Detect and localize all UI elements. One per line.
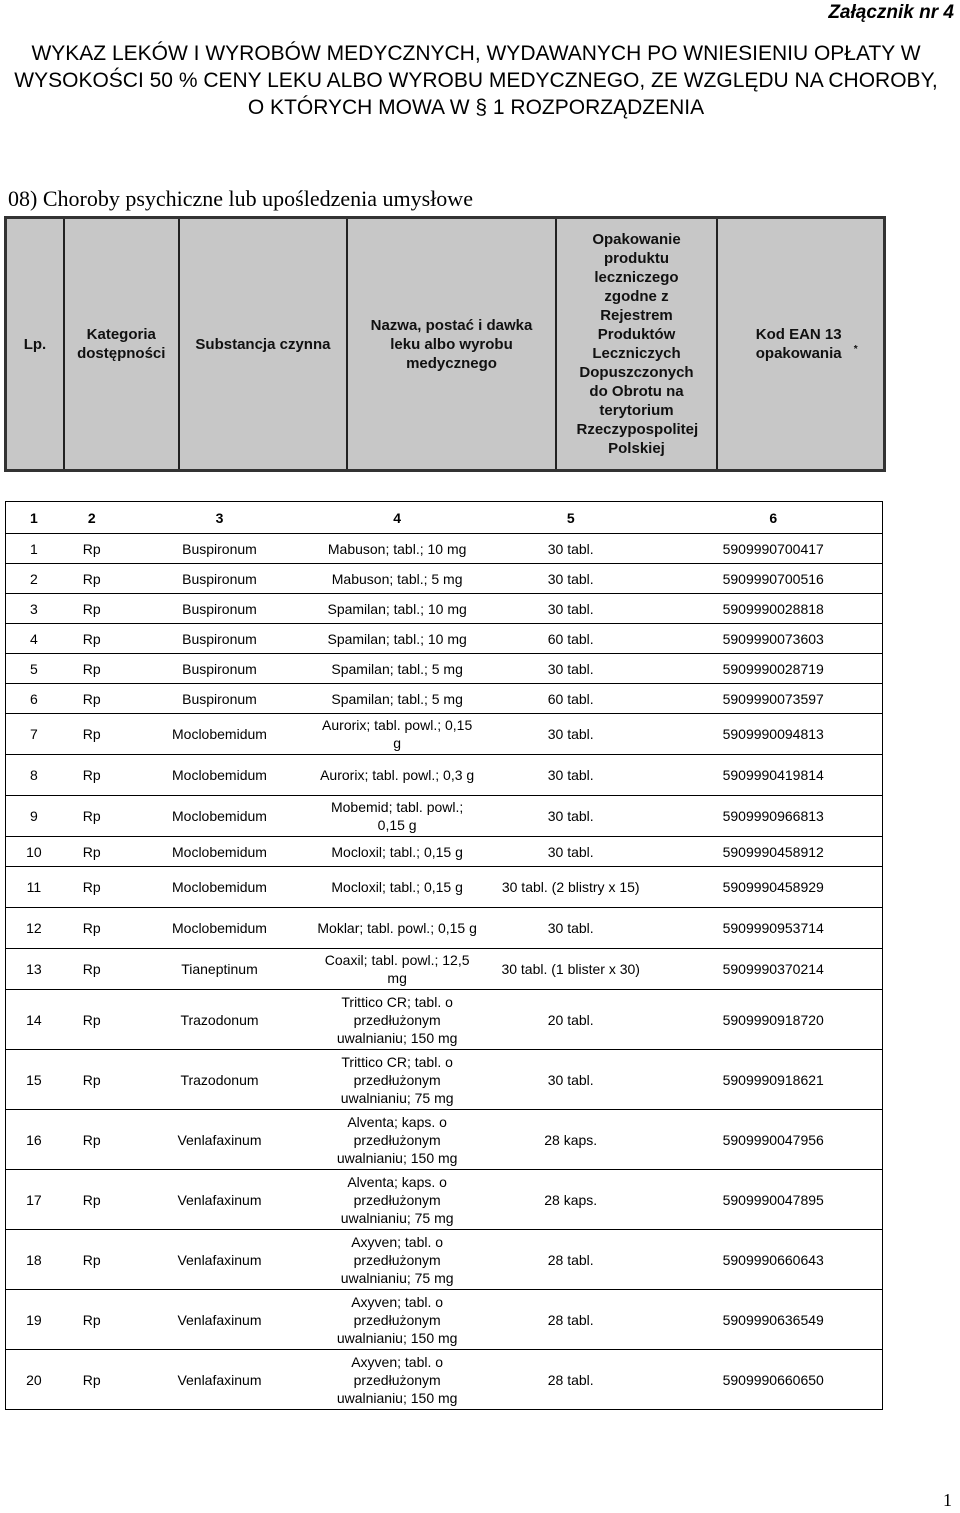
row-ean: 5909990700417 bbox=[664, 534, 882, 564]
row-ean: 5909990660643 bbox=[664, 1230, 882, 1290]
column-number-row bbox=[6, 502, 883, 534]
table-row bbox=[6, 1110, 883, 1170]
row-package: 20 tabl. bbox=[477, 990, 664, 1050]
row-package: 30 tabl. bbox=[477, 908, 664, 949]
row-name: Alventa; kaps. o przedłużonym uwalnianiu; 75 mg bbox=[317, 1170, 477, 1230]
row-ean: 5909990370214 bbox=[664, 949, 882, 990]
row-category: Rp bbox=[62, 1290, 122, 1350]
row-lp: 7 bbox=[6, 714, 62, 755]
header-lp: Lp. bbox=[6, 218, 64, 471]
row-substance: Venlafaxinum bbox=[122, 1170, 318, 1230]
row-lp: 3 bbox=[6, 594, 62, 624]
row-ean: 5909990047895 bbox=[664, 1170, 882, 1230]
row-substance: Buspironum bbox=[122, 594, 318, 624]
row-package: 30 tabl. bbox=[477, 796, 664, 837]
row-substance: Moclobemidum bbox=[122, 908, 318, 949]
row-ean: 5909990028719 bbox=[664, 654, 882, 684]
row-ean: 5909990953714 bbox=[664, 908, 882, 949]
row-lp: 5 bbox=[6, 654, 62, 684]
row-category: Rp bbox=[62, 534, 122, 564]
row-package: 30 tabl. bbox=[477, 564, 664, 594]
row-lp: 2 bbox=[6, 564, 62, 594]
table-row bbox=[6, 755, 883, 796]
row-substance: Moclobemidum bbox=[122, 837, 318, 867]
table-row bbox=[6, 867, 883, 908]
row-package: 30 tabl. bbox=[477, 755, 664, 796]
row-substance: Moclobemidum bbox=[122, 714, 318, 755]
header-substancja: Substancja czynna bbox=[179, 218, 348, 471]
row-category: Rp bbox=[62, 949, 122, 990]
row-category: Rp bbox=[62, 684, 122, 714]
row-name: Axyven; tabl. o przedłużonym uwalnianiu; 75 mg bbox=[317, 1230, 477, 1290]
row-category: Rp bbox=[62, 654, 122, 684]
header-kategoria: Kategoria dostępności bbox=[64, 218, 179, 471]
row-package: 28 tabl. bbox=[477, 1230, 664, 1290]
row-lp: 17 bbox=[6, 1170, 62, 1230]
row-category: Rp bbox=[62, 594, 122, 624]
row-substance: Trazodonum bbox=[122, 1050, 318, 1110]
table-row bbox=[6, 837, 883, 867]
row-substance: Venlafaxinum bbox=[122, 1110, 318, 1170]
row-lp: 10 bbox=[6, 837, 62, 867]
row-name: Spamilan; tabl.; 10 mg bbox=[317, 594, 477, 624]
row-package: 30 tabl. bbox=[477, 837, 664, 867]
row-name: Axyven; tabl. o przedłużonym uwalnianiu; 150 mg bbox=[317, 1350, 477, 1410]
row-lp: 4 bbox=[6, 624, 62, 654]
table-row bbox=[6, 654, 883, 684]
row-category: Rp bbox=[62, 624, 122, 654]
row-name: Mabuson; tabl.; 5 mg bbox=[317, 564, 477, 594]
row-ean: 5909990966813 bbox=[664, 796, 882, 837]
row-package: 30 tabl. bbox=[477, 714, 664, 755]
row-package: 28 kaps. bbox=[477, 1170, 664, 1230]
row-category: Rp bbox=[62, 867, 122, 908]
row-category: Rp bbox=[62, 714, 122, 755]
row-package: 30 tabl. (2 blistry x 15) bbox=[477, 867, 664, 908]
row-substance: Buspironum bbox=[122, 654, 318, 684]
row-substance: Trazodonum bbox=[122, 990, 318, 1050]
document-title: WYKAZ LEKÓW I WYROBÓW MEDYCZNYCH, WYDAWANYCH PO WNIESIENIU OPŁATY W WYSOKOŚCI 50 % CENY LEKU ALBO WYROBU MEDYCZNEGO, ZE WZGLĘDU NA CHOROBY, O KTÓRYCH MOWA W § 1 ROZPORZĄDZENIA bbox=[14, 42, 938, 119]
row-ean: 5909990458912 bbox=[664, 837, 882, 867]
row-name: Mobemid; tabl. powl.; 0,15 g bbox=[317, 796, 477, 837]
row-name: Spamilan; tabl.; 10 mg bbox=[317, 624, 477, 654]
row-name: Coaxil; tabl. powl.; 12,5 mg bbox=[317, 949, 477, 990]
section-heading: 08) Choroby psychiczne lub upośledzenia umysłowe bbox=[8, 186, 473, 211]
table-row bbox=[6, 684, 883, 714]
row-name: Aurorix; tabl. powl.; 0,15 g bbox=[317, 714, 477, 755]
row-name: Aurorix; tabl. powl.; 0,3 g bbox=[317, 755, 477, 796]
row-substance: Buspironum bbox=[122, 534, 318, 564]
row-category: Rp bbox=[62, 1110, 122, 1170]
table-row bbox=[6, 990, 883, 1050]
row-substance: Moclobemidum bbox=[122, 755, 318, 796]
row-ean: 5909990419814 bbox=[664, 755, 882, 796]
row-category: Rp bbox=[62, 1230, 122, 1290]
ean-footnote-mark: * bbox=[853, 344, 858, 355]
row-substance: Buspironum bbox=[122, 624, 318, 654]
header-ean: Kod EAN 13 opakowania * bbox=[755, 326, 858, 362]
row-ean: 5909990047956 bbox=[664, 1110, 882, 1170]
row-package: 30 tabl. bbox=[477, 654, 664, 684]
table-row bbox=[6, 534, 883, 564]
table-row bbox=[6, 1170, 883, 1230]
table-row bbox=[6, 908, 883, 949]
row-ean: 5909990660650 bbox=[664, 1350, 882, 1410]
table-row bbox=[6, 796, 883, 837]
row-lp: 19 bbox=[6, 1290, 62, 1350]
medicines-table bbox=[5, 501, 883, 1410]
row-lp: 14 bbox=[6, 990, 62, 1050]
row-substance: Venlafaxinum bbox=[122, 1350, 318, 1410]
row-ean: 5909990918720 bbox=[664, 990, 882, 1050]
row-substance: Buspironum bbox=[122, 564, 318, 594]
row-category: Rp bbox=[62, 908, 122, 949]
row-name: Trittico CR; tabl. o przedłużonym uwalnianiu; 150 mg bbox=[317, 990, 477, 1050]
table-row bbox=[6, 564, 883, 594]
row-package: 30 tabl. bbox=[477, 1050, 664, 1110]
row-package: 30 tabl. (1 blister x 30) bbox=[477, 949, 664, 990]
table-row bbox=[6, 714, 883, 755]
row-lp: 6 bbox=[6, 684, 62, 714]
row-lp: 1 bbox=[6, 534, 62, 564]
row-ean: 5909990094813 bbox=[664, 714, 882, 755]
row-name: Alventa; kaps. o przedłużonym uwalnianiu; 150 mg bbox=[317, 1110, 477, 1170]
row-lp: 13 bbox=[6, 949, 62, 990]
row-lp: 15 bbox=[6, 1050, 62, 1110]
table-row bbox=[6, 624, 883, 654]
row-name: Mocloxil; tabl.; 0,15 g bbox=[317, 837, 477, 867]
table-row bbox=[6, 1050, 883, 1110]
header-nazwa: Nazwa, postać i dawka leku albo wyrobu medycznego bbox=[347, 218, 555, 471]
row-name: Mabuson; tabl.; 10 mg bbox=[317, 534, 477, 564]
column-header-table bbox=[4, 216, 886, 472]
column-number: 5 bbox=[477, 502, 664, 534]
column-number: 1 bbox=[6, 502, 62, 534]
row-substance: Buspironum bbox=[122, 684, 318, 714]
row-name: Spamilan; tabl.; 5 mg bbox=[317, 654, 477, 684]
row-category: Rp bbox=[62, 990, 122, 1050]
row-package: 60 tabl. bbox=[477, 684, 664, 714]
table-row bbox=[6, 1350, 883, 1410]
row-ean: 5909990028818 bbox=[664, 594, 882, 624]
row-package: 30 tabl. bbox=[477, 534, 664, 564]
row-lp: 16 bbox=[6, 1110, 62, 1170]
table-row bbox=[6, 594, 883, 624]
annex-label: Załącznik nr 4 bbox=[828, 2, 954, 23]
row-name: Mocloxil; tabl.; 0,15 g bbox=[317, 867, 477, 908]
row-name: Axyven; tabl. o przedłużonym uwalnianiu; 150 mg bbox=[317, 1290, 477, 1350]
row-name: Trittico CR; tabl. o przedłużonym uwalnianiu; 75 mg bbox=[317, 1050, 477, 1110]
row-lp: 8 bbox=[6, 755, 62, 796]
row-substance: Moclobemidum bbox=[122, 796, 318, 837]
row-category: Rp bbox=[62, 1050, 122, 1110]
row-package: 28 tabl. bbox=[477, 1290, 664, 1350]
row-category: Rp bbox=[62, 1350, 122, 1410]
row-ean: 5909990700516 bbox=[664, 564, 882, 594]
row-ean: 5909990073597 bbox=[664, 684, 882, 714]
row-lp: 20 bbox=[6, 1350, 62, 1410]
header-opakowanie: Opakowanie produktu leczniczego zgodne z Rejestrem Produktów Leczniczych Dopuszczonych do Obrotu na terytorium Rzeczypospolitej Polskiej bbox=[556, 218, 718, 471]
row-category: Rp bbox=[62, 564, 122, 594]
column-number: 3 bbox=[122, 502, 318, 534]
row-lp: 11 bbox=[6, 867, 62, 908]
row-category: Rp bbox=[62, 755, 122, 796]
row-lp: 9 bbox=[6, 796, 62, 837]
row-substance: Venlafaxinum bbox=[122, 1290, 318, 1350]
row-package: 28 tabl. bbox=[477, 1350, 664, 1410]
row-ean: 5909990918621 bbox=[664, 1050, 882, 1110]
row-substance: Moclobemidum bbox=[122, 867, 318, 908]
row-package: 28 kaps. bbox=[477, 1110, 664, 1170]
row-package: 30 tabl. bbox=[477, 594, 664, 624]
row-package: 60 tabl. bbox=[477, 624, 664, 654]
row-substance: Venlafaxinum bbox=[122, 1230, 318, 1290]
column-number: 6 bbox=[664, 502, 882, 534]
table-row bbox=[6, 1230, 883, 1290]
table-row bbox=[6, 949, 883, 990]
row-ean: 5909990073603 bbox=[664, 624, 882, 654]
row-substance: Tianeptinum bbox=[122, 949, 318, 990]
table-row bbox=[6, 1290, 883, 1350]
column-number: 2 bbox=[62, 502, 122, 534]
row-ean: 5909990458929 bbox=[664, 867, 882, 908]
row-category: Rp bbox=[62, 837, 122, 867]
column-number: 4 bbox=[317, 502, 477, 534]
row-category: Rp bbox=[62, 796, 122, 837]
row-category: Rp bbox=[62, 1170, 122, 1230]
row-name: Moklar; tabl. powl.; 0,15 g bbox=[317, 908, 477, 949]
row-name: Spamilan; tabl.; 5 mg bbox=[317, 684, 477, 714]
row-ean: 5909990636549 bbox=[664, 1290, 882, 1350]
page-number: 1 bbox=[943, 1490, 952, 1510]
row-lp: 12 bbox=[6, 908, 62, 949]
row-lp: 18 bbox=[6, 1230, 62, 1290]
